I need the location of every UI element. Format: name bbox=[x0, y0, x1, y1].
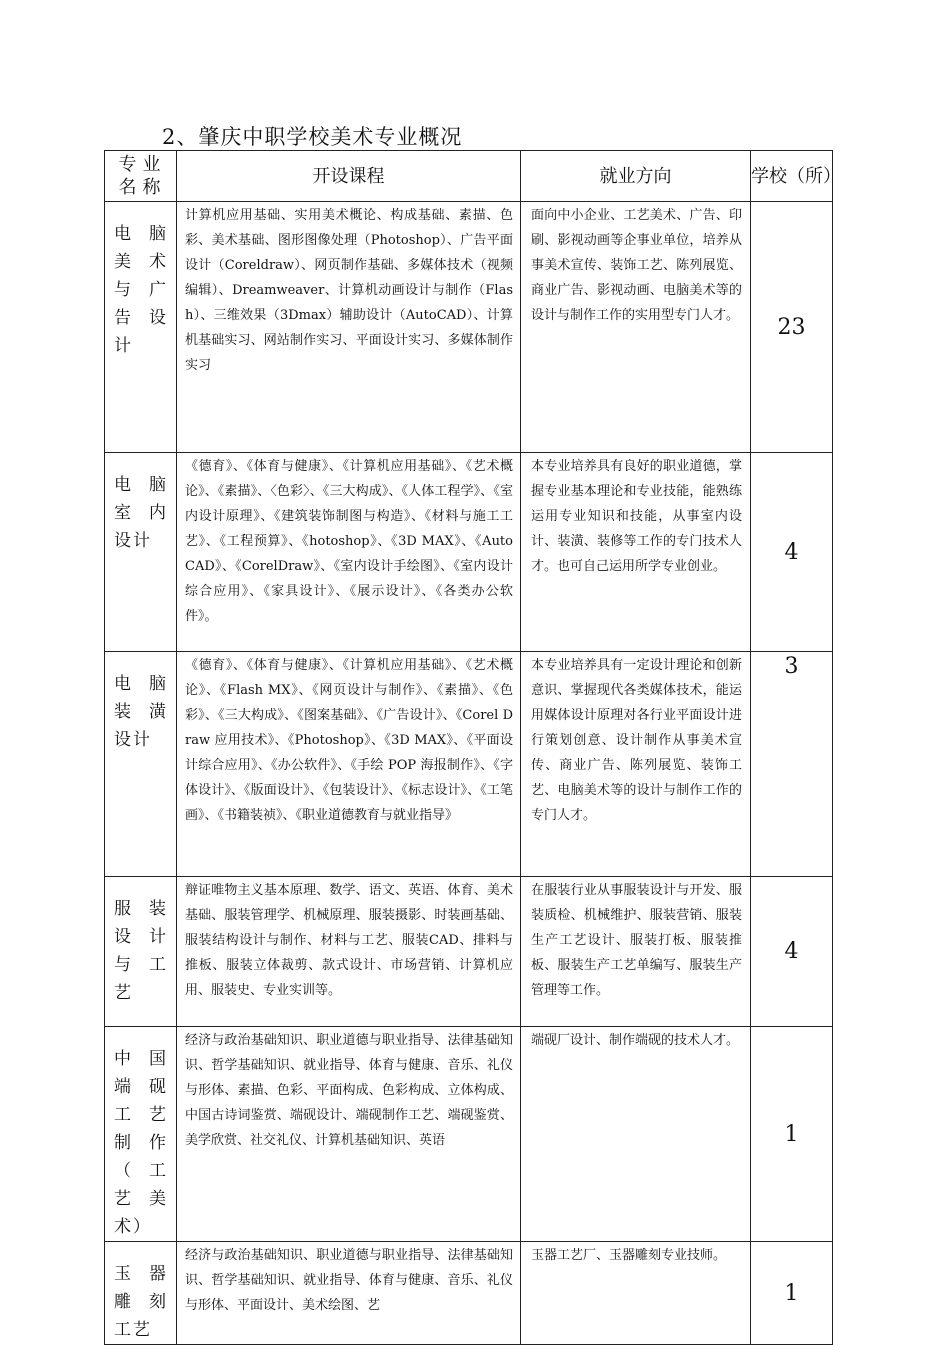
table-row bbox=[105, 652, 833, 877]
major-overview-table bbox=[104, 150, 841, 1345]
school-count: 1 bbox=[751, 1027, 833, 1242]
major-name: 电脑室内设计 bbox=[105, 453, 177, 652]
table-row bbox=[105, 202, 833, 453]
employment-direction: 本专业培养具有一定设计理论和创新意识、掌握现代各类媒体技术，能运用媒体设计原理对各行业平面设计进行策划创意、设计制作从事美术宣传、商业广告、陈列展览、装饰工艺、电脑美术等的设计与制作工作的专门人才。 bbox=[521, 652, 751, 877]
table-row bbox=[105, 877, 833, 1027]
major-name: 服装设计与工艺 bbox=[105, 877, 177, 1027]
header-courses: 开设课程 bbox=[177, 151, 521, 202]
employment-direction: 本专业培养具有良好的职业道德，掌握专业基本理论和专业技能，能熟练运用专业知识和技能，从事室内设计、装潢、装修等工作的专门技术人才。也可自己运用所学专业创业。 bbox=[521, 453, 751, 652]
course-list: 经济与政治基础知识、职业道德与职业指导、法律基础知识、哲学基础知识、就业指导、体育与健康、音乐、礼仪与形体、平面设计、美术绘图、艺 bbox=[177, 1242, 521, 1345]
table-row bbox=[105, 1027, 833, 1242]
table-header-row bbox=[105, 151, 833, 202]
header-schools: 学校（所） bbox=[751, 151, 833, 202]
school-count: 4 bbox=[751, 877, 833, 1027]
course-list: 计算机应用基础、实用美术概论、构成基础、素描、色彩、美术基础、图形图像处理（Photoshop）、广告平面设计（Coreldraw）、网页制作基础、多媒体技术（视频编辑）、Dreamweaver、计算机动画设计与制作（Flash）、三维效果（3Dmax）辅助设计（AutoCAD）、计算机基础实习、网站制作实习、平面设计实习、多媒体制作实习 bbox=[177, 202, 521, 453]
page-title: 2、肇庆中职学校美术专业概况 bbox=[162, 125, 463, 149]
employment-direction: 面向中小企业、工艺美术、广告、印刷、影视动画等企事业单位，培养从事美术宣传、装饰工艺、陈列展览、商业广告、影视动画、电脑美术等的设计与制作工作的实用型专门人才。 bbox=[521, 202, 751, 453]
school-count: 3 bbox=[751, 652, 833, 877]
major-name: 电脑美术与广告设计 bbox=[105, 202, 177, 453]
major-name: 中国端砚工艺制作（工艺美术） bbox=[105, 1027, 177, 1242]
employment-direction: 端砚厂设计、制作端砚的技术人才。 bbox=[521, 1027, 751, 1242]
course-list: 经济与政治基础知识、职业道德与职业指导、法律基础知识、哲学基础知识、就业指导、体育与健康、音乐、礼仪与形体、素描、色彩、平面构成、色彩构成、立体构成、中国古诗词鉴赏、端砚设计、端砚制作工艺、端砚鉴赏、美学欣赏、社交礼仪、计算机基础知识、英语 bbox=[177, 1027, 521, 1242]
school-count: 4 bbox=[751, 453, 833, 652]
major-name: 电脑装潢设计 bbox=[105, 652, 177, 877]
course-list: 《德育》、《体育与健康》、《计算机应用基础》、《艺术概论》、《Flash MX》、《网页设计与制作》、《素描》、《色彩》、《三大构成》、《图案基础》、《广告设计》、《Corel Draw 应用技术》、《Photoshop》、《3D MAX》、《平面设计综合应用》、《办公软件》、《手绘 POP 海报制作》、《字体设计》、《版面设计》、《包装设计》、《标志设计》、《工笔画》、《书籍装祯》、《职业道德教育与就业指导》 bbox=[177, 652, 521, 877]
table-row bbox=[105, 453, 833, 652]
header-major: 专业名称 bbox=[105, 151, 177, 202]
course-list: 辩证唯物主义基本原理、数学、语文、英语、体育、美术基础、服装管理学、机械原理、服装摄影、时装画基础、服装结构设计与制作、材料与工艺、服装CAD、排料与推板、服装立体裁剪、款式设计、市场营销、计算机应用、服装史、专业实训等。 bbox=[177, 877, 521, 1027]
school-count: 1 bbox=[751, 1242, 833, 1345]
major-name: 玉器雕刻工艺 bbox=[105, 1242, 177, 1345]
header-employment: 就业方向 bbox=[521, 151, 751, 202]
table-row bbox=[105, 1242, 833, 1345]
employment-direction: 玉器工艺厂、玉器雕刻专业技师。 bbox=[521, 1242, 751, 1345]
course-list: 《德育》、《体育与健康》、《计算机应用基础》、《艺术概论》、《素描》、〈色彩〉、《三大构成》、《人体工程学》、《室内设计原理》、《建筑装饰制图与构造》、《材料与施工工艺》、《工程预算》、《hotoshop》、《3D MAX》、《Auto CAD》、《CorelDraw》、《室内设计手绘图》、《室内设计综合应用》、《家具设计》、《展示设计》、《各类办公软件》。 bbox=[177, 453, 521, 652]
employment-direction: 在服装行业从事服装设计与开发、服装质检、机械维护、服装营销、服装生产工艺设计、服装打板、服装推板、服装生产工艺单编写、服装生产管理等工作。 bbox=[521, 877, 751, 1027]
school-count: 23 bbox=[751, 202, 833, 453]
